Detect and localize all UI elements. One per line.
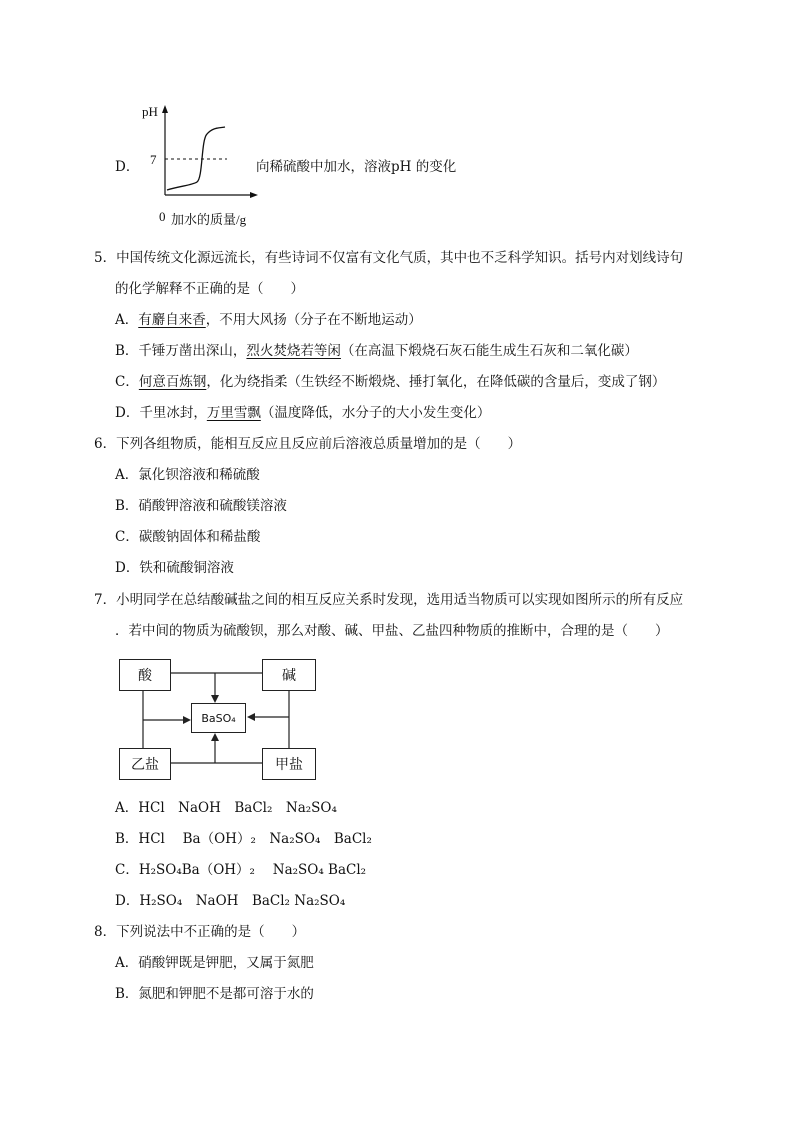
q5-option-a-underlined: 有麝自来香: [138, 312, 206, 328]
q8-option-a: A．硝酸钾既是钾肥，又属于氮肥: [115, 955, 314, 971]
q6-option-c: C．碳酸钠固体和稀盐酸: [115, 529, 261, 545]
q5-option-b-rest: （在高温下煅烧石灰石能生成生石灰和二氧化碳）: [340, 343, 638, 359]
acid-box: 酸: [119, 659, 171, 691]
q7-option-b: B．HCl Ba（OH）₂ Na₂SO₄ BaCl₂: [115, 831, 372, 847]
q7-stem-line1: 7．小明同学在总结酸碱盐之间的相互反应关系时发现，选用适当物质可以实现如图所示的所有反应: [94, 592, 684, 608]
q5-stem-line1: 5．中国传统文化源远流长，有些诗词不仅富有文化气质，其中也不乏科学知识。括号内对划线诗句: [94, 250, 684, 266]
q5-option-b: [115, 341, 638, 361]
q5-option-b-underlined: 烈火焚烧若等闲: [246, 343, 341, 359]
q5-option-c-underlined: 何意百炼钢: [138, 374, 207, 390]
salt-a-box: 甲盐: [262, 748, 316, 780]
q7-stem-line2: ．若中间的物质为硫酸钡，那么对酸、碱、甲盐、乙盐四种物质的推断中，合理的是（ ）: [115, 623, 669, 639]
barium-sulfate-box: BaSO₄: [191, 703, 246, 733]
q6-option-b: B．硝酸钾溶液和硫酸镁溶液: [115, 498, 287, 514]
ph-x-axis-label: 加水的质量/g: [171, 212, 247, 227]
q5-option-d-label: D．: [115, 405, 140, 421]
q6-option-a: A．氯化钡溶液和稀硫酸: [115, 467, 260, 483]
q5-option-a-rest: ，不用大风扬（分子在不断地运动）: [205, 312, 422, 328]
q5-option-d: [115, 403, 490, 423]
ph-origin-label: 0: [159, 209, 166, 224]
q5-option-d-pre: 千里冰封，: [139, 405, 207, 421]
q8-stem: 8．下列说法中不正确的是（ ）: [94, 924, 306, 940]
q6-option-d: D．铁和硫酸铜溶液: [115, 560, 234, 576]
ph-axis-label: pH: [142, 104, 158, 119]
q4-option-d-caption: 向稀硫酸中加水，溶液pH 的变化: [256, 159, 457, 175]
salt-b-box: 乙盐: [119, 748, 171, 780]
q5-option-b-pre: 千锤万凿出深山，: [138, 343, 247, 359]
q6-stem: 6．下列各组物质，能相互反应且反应前后溶液总质量增加的是（ ）: [94, 436, 522, 452]
q8-option-b: B．氮肥和钾肥不是都可溶于水的: [115, 986, 314, 1002]
q5-option-a-label: A．: [115, 312, 139, 328]
q5-option-c-rest: ，化为绕指柔（生铁经不断煅烧、捶打氧化，在降低碳的含量后，变成了钢）: [206, 374, 666, 390]
ph-seven-tick: 7: [150, 152, 157, 167]
q5-option-c: [115, 372, 665, 392]
q4-option-d-label: D．: [115, 159, 140, 175]
base-box: 碱: [262, 659, 316, 691]
q5-option-d-underlined: 万里雪飘: [206, 405, 261, 421]
q7-option-a: A．HCl NaOH BaCl₂ Na₂SO₄: [115, 800, 337, 816]
q5-option-c-label: C．: [115, 374, 139, 390]
q7-option-c: C．H₂SO₄Ba（OH）₂ Na₂SO₄ BaCl₂: [115, 862, 367, 878]
q5-option-a: [115, 310, 422, 330]
q5-stem-line2: 的化学解释不正确的是（ ）: [115, 281, 304, 297]
q5-option-d-rest: （温度降低，水分子的大小发生变化）: [260, 405, 491, 421]
q5-option-b-label: B．: [115, 343, 139, 359]
q7-option-d: D．H₂SO₄ NaOH BaCl₂ Na₂SO₄: [115, 893, 346, 909]
